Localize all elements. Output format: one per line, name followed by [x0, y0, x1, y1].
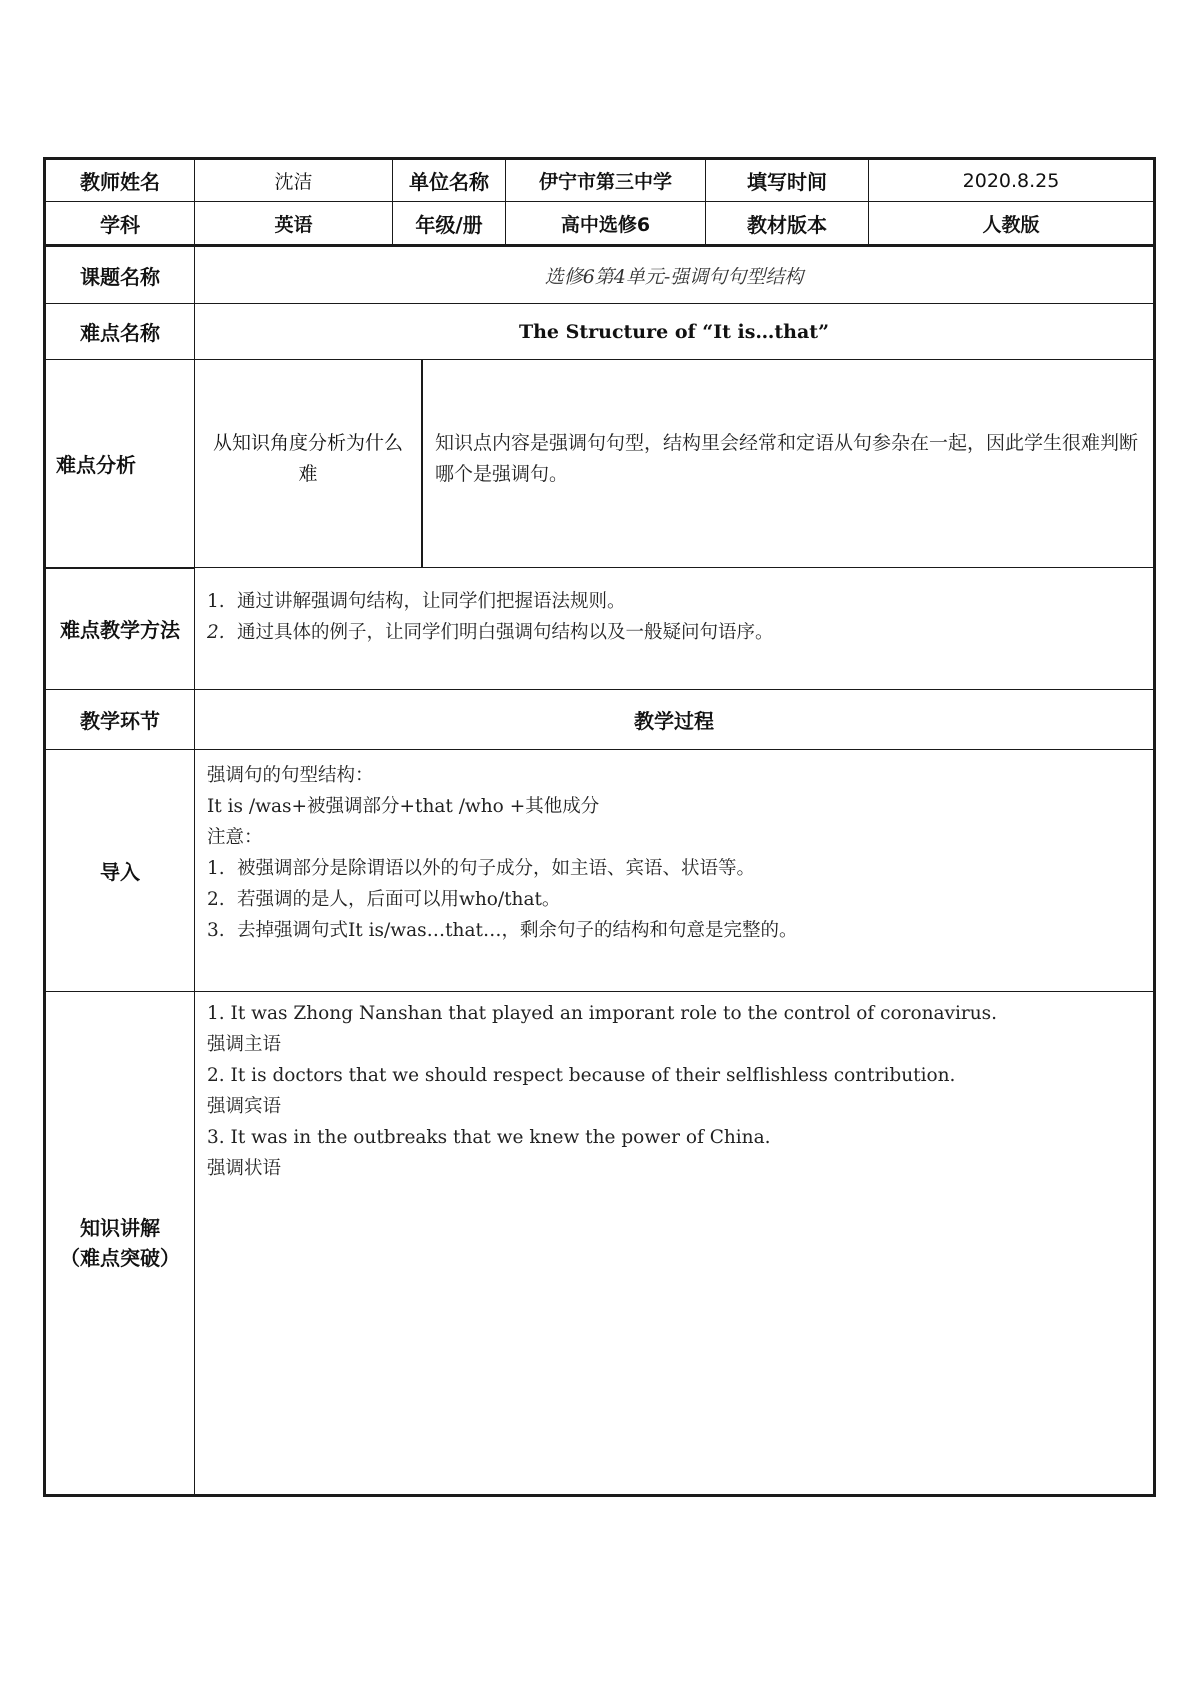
- method-list: [207, 586, 1141, 648]
- subject-value: 英语: [195, 202, 393, 246]
- edition-label: 教材版本: [706, 202, 869, 246]
- method-item-1-text: 通过讲解强调句结构，让同学们把握语法规则。: [237, 591, 626, 612]
- process-section-label: 教学环节: [45, 690, 195, 750]
- example-3-sentence: 3. It was in the outbreaks that we knew the power of China.: [207, 1127, 771, 1148]
- method-content: [195, 568, 1155, 690]
- list-item: [207, 884, 1141, 915]
- intro-line-3: 注意：: [207, 827, 263, 848]
- knowledge-row: [45, 992, 1155, 1496]
- method-row: [45, 568, 1155, 690]
- header-row-1: [45, 159, 1155, 202]
- intro-line-2: It is /was+被强调部分+that /who +其他成分: [207, 796, 600, 817]
- analysis-cell: [195, 360, 1155, 568]
- example-1-sentence: 1. It was Zhong Nanshan that played an imporant role to the control of coronavirus.: [207, 1003, 998, 1024]
- header-row-2: [45, 202, 1155, 246]
- intro-content: [195, 750, 1155, 992]
- edition-value: 人教版: [869, 202, 1155, 246]
- intro-item-3-text: 去掉强调句式It is/was…that…，剩余句子的结构和句意是完整的。: [237, 920, 798, 941]
- method-item-2-text: 通过具体的例子，让同学们明白强调句结构以及一般疑问句语序。: [237, 622, 774, 643]
- example-1-note: 强调主语: [207, 1034, 282, 1055]
- teacher-name-value: 沈洁: [195, 159, 393, 202]
- knowledge-content: [195, 992, 1155, 1496]
- difficulty-value: The Structure of “It is…that”: [195, 304, 1155, 360]
- teacher-name-label: 教师姓名: [45, 159, 195, 202]
- grade-value: 高中选修6: [506, 202, 706, 246]
- intro-item-2-text: 若强调的是人，后面可以用who/that。: [237, 889, 561, 910]
- grade-label: 年级/册: [393, 202, 506, 246]
- intro-notes-list: [207, 853, 1141, 946]
- analysis-row: [45, 360, 1155, 568]
- method-label: 难点教学方法: [45, 568, 195, 690]
- intro-item-1-num: 1.: [207, 858, 225, 879]
- intro-line-1: 强调句的句型结构：: [207, 765, 374, 786]
- method-item-1-num: 1.: [207, 591, 225, 612]
- list-item: [207, 586, 1141, 617]
- school-label: 单位名称: [393, 159, 506, 202]
- analysis-inner: [195, 360, 1153, 567]
- process-header-row: [45, 690, 1155, 750]
- list-item: [207, 853, 1141, 884]
- example-2-note: 强调宾语: [207, 1096, 282, 1117]
- knowledge-label-line-2: （难点突破）: [60, 1246, 180, 1270]
- intro-item-1-text: 被强调部分是除谓语以外的句子成分，如主语、宾语、状语等。: [237, 858, 756, 879]
- intro-label: 导入: [45, 750, 195, 992]
- topic-row: [45, 246, 1155, 304]
- list-item: [207, 915, 1141, 946]
- lesson-plan-table: [43, 157, 1156, 1497]
- fill-date-value: 2020.8.25: [869, 159, 1155, 202]
- intro-row: [45, 750, 1155, 992]
- difficulty-label: 难点名称: [45, 304, 195, 360]
- knowledge-label: [45, 992, 195, 1496]
- intro-item-3-num: 3.: [207, 920, 225, 941]
- example-3-note: 强调状语: [207, 1158, 282, 1179]
- fill-date-label: 填写时间: [706, 159, 869, 202]
- analysis-content: 知识点内容是强调句句型，结构里会经常和定语从句参杂在一起，因此学生很难判断哪个是强调句。: [435, 432, 1139, 485]
- school-value: 伊宁市第三中学: [506, 159, 706, 202]
- example-2-sentence: 2. It is doctors that we should respect because of their selflishless contribution.: [207, 1065, 956, 1086]
- subject-label: 学科: [45, 202, 195, 246]
- lesson-plan-form: [43, 157, 1153, 1497]
- intro-item-2-num: 2.: [207, 889, 225, 910]
- knowledge-label-line-1: 知识讲解: [80, 1216, 160, 1240]
- list-item: [207, 617, 1141, 648]
- topic-value: 选修6第4单元-强调句句型结构: [195, 246, 1155, 304]
- analysis-sub-label: 从知识角度分析为什么难: [195, 360, 422, 567]
- method-item-2-num: 2.: [207, 622, 225, 643]
- difficulty-row: [45, 304, 1155, 360]
- process-section-value: 教学过程: [195, 690, 1155, 750]
- topic-label: 课题名称: [45, 246, 195, 304]
- analysis-label: 难点分析: [45, 360, 195, 568]
